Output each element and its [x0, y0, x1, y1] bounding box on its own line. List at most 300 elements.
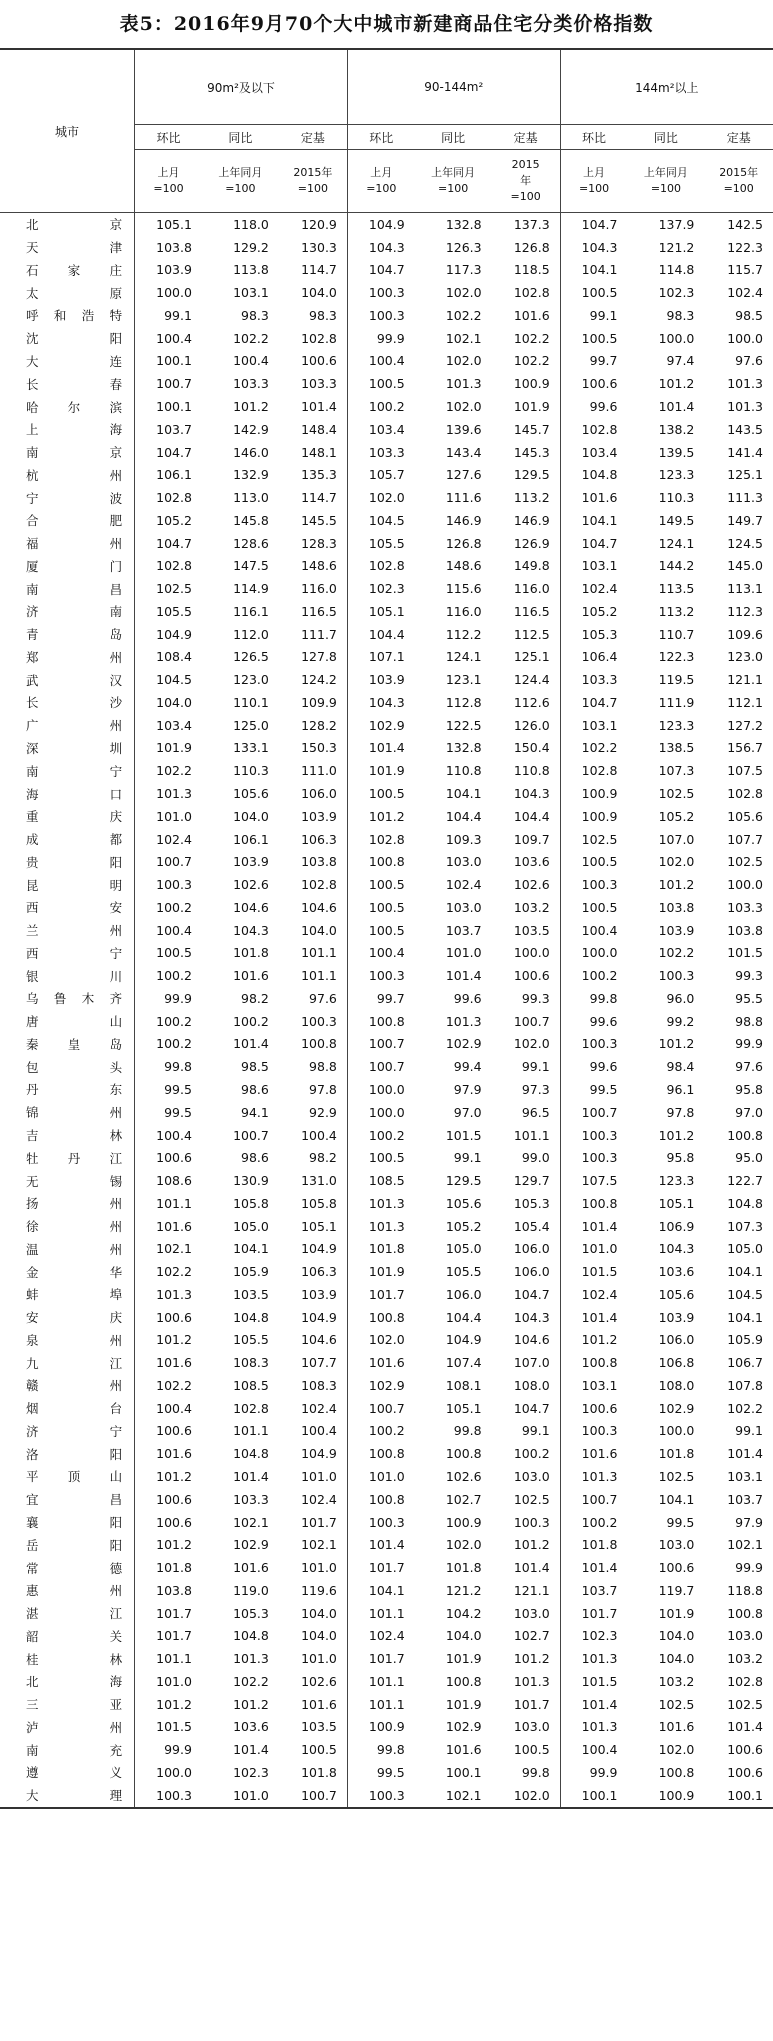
index-value: 103.9: [347, 668, 414, 691]
index-value: 100.9: [560, 782, 627, 805]
table-row: [0, 236, 773, 259]
index-value: 126.3: [445, 239, 482, 255]
index-value: 101.3: [347, 1192, 414, 1215]
city-name: 广州: [0, 714, 135, 737]
index-value: 101.8: [560, 1533, 627, 1556]
table-row: [0, 1215, 773, 1238]
index-value: 97.6: [309, 990, 337, 1006]
index-value: 106.0: [513, 1264, 550, 1280]
table-row: [0, 1442, 773, 1465]
index-value: 101.4: [560, 1556, 627, 1579]
index-value: 100.8: [658, 1764, 695, 1780]
index-value: 100.5: [347, 372, 414, 395]
index-value: 101.4: [301, 399, 337, 414]
index-value: 124.2: [301, 672, 337, 688]
index-value: 101.1: [347, 1602, 414, 1625]
index-value: 102.5: [156, 581, 192, 597]
base-header: 上年同月 =100: [415, 150, 492, 213]
index-value: 99.5: [666, 1514, 695, 1530]
city-name: 惠州: [0, 1579, 135, 1602]
index-value: 145.7: [513, 421, 550, 437]
city-name: 锦州: [0, 1101, 135, 1124]
index-value: 100.6: [156, 1309, 192, 1325]
index-value: 100.7: [560, 1101, 627, 1124]
index-value: 99.9: [735, 1036, 763, 1052]
index-value: 101.6: [347, 1351, 414, 1374]
city-name: 桂林: [0, 1647, 135, 1670]
index-value: 101.4: [233, 1036, 269, 1052]
index-value: 103.0: [445, 899, 482, 915]
index-value: 121.2: [658, 239, 695, 255]
index-value: 99.5: [347, 1761, 414, 1784]
index-value: 100.9: [445, 1514, 482, 1530]
index-value: 102.2: [445, 307, 482, 323]
index-value: 104.9: [445, 1332, 482, 1348]
index-value: 98.6: [241, 1150, 269, 1166]
index-value: 104.0: [156, 694, 192, 710]
city-name: 呼和浩特: [0, 304, 135, 327]
index-value: 113.2: [658, 603, 695, 619]
index-value: 100.5: [347, 1146, 414, 1169]
index-value: 101.3: [560, 1647, 627, 1670]
index-value: 102.0: [445, 353, 482, 369]
city-name: 厦门: [0, 554, 135, 577]
index-value: 97.8: [666, 1104, 695, 1120]
index-value: 139.6: [445, 421, 482, 437]
index-value: 148.4: [301, 421, 337, 437]
city-name: 郑州: [0, 646, 135, 669]
city-name: 包头: [0, 1055, 135, 1078]
table-row: [0, 1033, 773, 1056]
city-name: 深圳: [0, 737, 135, 760]
index-value: 118.8: [727, 1582, 763, 1598]
index-value: 142.5: [727, 216, 763, 232]
table-row: [0, 1488, 773, 1511]
index-value: 150.4: [513, 740, 550, 756]
index-value: 104.1: [233, 1241, 269, 1257]
index-value: 100.4: [560, 1738, 627, 1761]
index-value: 100.1: [156, 399, 192, 414]
index-value: 122.5: [445, 717, 482, 733]
table-row: [0, 668, 773, 691]
city-name: 遵义: [0, 1761, 135, 1784]
index-value: 99.5: [164, 1081, 192, 1097]
index-value: 106.4: [560, 646, 627, 669]
index-value: 146.9: [513, 512, 550, 528]
index-value: 100.3: [347, 1784, 414, 1808]
index-value: 104.7: [513, 1400, 550, 1416]
index-value: 103.1: [727, 1468, 763, 1484]
index-value: 115.7: [727, 262, 763, 278]
index-value: 101.0: [301, 1651, 337, 1667]
index-value: 109.6: [727, 626, 763, 642]
index-value: 104.1: [560, 259, 627, 282]
index-value: 114.8: [658, 262, 695, 278]
index-value: 102.1: [727, 1537, 763, 1553]
index-value: 101.6: [560, 486, 627, 509]
index-value: 102.1: [301, 1537, 337, 1553]
index-value: 129.7: [513, 1173, 550, 1189]
index-value: 98.5: [735, 307, 763, 323]
table-row: [0, 691, 773, 714]
index-value: 102.4: [560, 577, 627, 600]
index-value: 107.7: [301, 1355, 337, 1371]
index-value: 108.6: [156, 1173, 192, 1189]
table-row: [0, 1124, 773, 1147]
index-value: 101.7: [513, 1696, 550, 1712]
base-header: 上年同月 =100: [627, 150, 704, 213]
index-value: 101.2: [658, 877, 695, 893]
city-name: 北京: [0, 213, 135, 236]
city-name: 金华: [0, 1260, 135, 1283]
index-value: 100.6: [513, 968, 550, 984]
index-value: 105.2: [156, 512, 192, 528]
index-value: 100.9: [627, 1784, 704, 1808]
sub-header: 环比: [347, 125, 414, 150]
index-value: 103.6: [233, 1719, 269, 1735]
index-value: 126.9: [513, 535, 550, 551]
index-value: 100.4: [347, 942, 414, 965]
index-value: 104.1: [658, 1491, 695, 1507]
index-value: 103.5: [513, 922, 550, 938]
index-value: 108.5: [233, 1377, 269, 1393]
index-value: 100.5: [347, 919, 414, 942]
index-value: 100.5: [347, 873, 414, 896]
index-value: 100.2: [156, 1036, 192, 1052]
index-value: 101.3: [445, 376, 482, 392]
index-value: 100.5: [560, 896, 627, 919]
index-value: 103.9: [301, 808, 337, 824]
city-name: 大理: [0, 1784, 135, 1808]
table-row: [0, 509, 773, 532]
index-value: 107.0: [513, 1355, 550, 1371]
index-value: 103.0: [445, 854, 482, 870]
index-value: 99.8: [347, 1738, 414, 1761]
table-row: [0, 873, 773, 896]
index-value: 102.0: [492, 1784, 561, 1808]
index-value: 100.2: [156, 968, 192, 984]
index-value: 99.7: [560, 350, 627, 373]
city-name: 南昌: [0, 577, 135, 600]
index-value: 124.5: [727, 535, 763, 551]
index-value: 102.1: [415, 1784, 492, 1808]
index-value: 105.5: [233, 1332, 269, 1348]
index-value: 101.6: [156, 1446, 192, 1462]
index-value: 100.7: [156, 854, 192, 870]
index-value: 105.9: [233, 1264, 269, 1280]
index-value: 113.0: [233, 490, 269, 506]
index-value: 104.1: [727, 1309, 763, 1325]
base-header: 2015年 =100: [279, 150, 348, 213]
index-value: 109.9: [301, 694, 337, 710]
index-value: 128.2: [301, 717, 337, 733]
sub-header: 定基: [704, 125, 773, 150]
index-value: 100.6: [727, 1742, 763, 1758]
table-row: [0, 577, 773, 600]
index-value: 101.7: [156, 1628, 192, 1644]
index-value: 104.4: [347, 623, 414, 646]
index-value: 103.1: [560, 714, 627, 737]
table-row: [0, 486, 773, 509]
index-value: 99.9: [560, 1761, 627, 1784]
index-value: 148.6: [445, 558, 482, 574]
index-value: 102.3: [233, 1764, 269, 1780]
index-value: 102.2: [727, 1400, 763, 1416]
index-value: 101.2: [513, 1537, 550, 1553]
index-value: 147.5: [233, 558, 269, 574]
index-value: 99.7: [347, 987, 414, 1010]
index-value: 101.9: [513, 399, 550, 414]
index-value: 103.8: [156, 1582, 192, 1598]
index-value: 99.3: [735, 968, 763, 984]
index-value: 124.4: [513, 672, 550, 688]
index-value: 101.6: [560, 1442, 627, 1465]
index-value: 149.8: [513, 558, 550, 574]
table-row: [0, 1693, 773, 1716]
index-value: 100.3: [560, 1124, 627, 1147]
index-value: 95.5: [735, 990, 763, 1006]
table-row: [0, 1078, 773, 1101]
index-value: 105.2: [560, 600, 627, 623]
index-value: 98.8: [309, 1059, 337, 1075]
index-value: 106.0: [445, 1286, 482, 1302]
index-value: 96.5: [521, 1104, 550, 1120]
index-value: 100.4: [156, 330, 192, 346]
index-value: 97.6: [735, 1059, 763, 1075]
index-value: 99.5: [560, 1078, 627, 1101]
index-value: 102.1: [445, 330, 482, 346]
index-value: 101.4: [560, 1306, 627, 1329]
index-value: 94.1: [241, 1104, 269, 1120]
city-name: 吉林: [0, 1124, 135, 1147]
index-value: 102.2: [560, 737, 627, 760]
index-value: 102.8: [560, 759, 627, 782]
index-value: 98.5: [241, 1059, 269, 1075]
index-value: 100.0: [658, 1423, 695, 1439]
table-row: [0, 213, 773, 236]
index-value: 100.8: [560, 1351, 627, 1374]
index-value: 104.8: [727, 1195, 763, 1211]
index-value: 112.2: [445, 626, 482, 642]
city-name: 常德: [0, 1556, 135, 1579]
index-value: 105.1: [347, 600, 414, 623]
index-value: 101.4: [233, 1742, 269, 1758]
index-value: 100.3: [560, 873, 627, 896]
index-value: 100.4: [560, 919, 627, 942]
index-value: 100.0: [156, 285, 192, 301]
index-value: 105.0: [727, 1241, 763, 1257]
index-value: 102.9: [658, 1400, 695, 1416]
index-value: 132.8: [445, 216, 482, 232]
city-name: 九江: [0, 1351, 135, 1374]
index-value: 127.8: [301, 649, 337, 665]
base-header: 上月 =100: [560, 150, 627, 213]
index-value: 102.8: [727, 786, 763, 802]
index-value: 107.4: [445, 1355, 482, 1371]
table-row: [0, 1260, 773, 1283]
index-value: 101.1: [156, 1195, 192, 1211]
index-value: 105.5: [347, 532, 414, 555]
table-row: [0, 281, 773, 304]
index-value: 103.3: [301, 376, 337, 392]
index-value: 108.0: [658, 1377, 695, 1393]
index-value: 102.3: [560, 1624, 627, 1647]
index-value: 100.3: [658, 968, 695, 984]
index-value: 101.4: [658, 399, 695, 414]
index-value: 102.0: [513, 1036, 550, 1052]
index-value: 108.4: [156, 649, 192, 665]
table-row: [0, 259, 773, 282]
index-value: 102.5: [727, 854, 763, 870]
index-value: 116.0: [445, 603, 482, 619]
index-value: 128.3: [301, 535, 337, 551]
index-value: 148.1: [301, 444, 337, 460]
index-value: 112.3: [727, 603, 763, 619]
city-name: 济宁: [0, 1420, 135, 1443]
sub-header: 定基: [492, 125, 561, 150]
index-value: 99.1: [521, 1423, 550, 1439]
city-name: 扬州: [0, 1192, 135, 1215]
index-value: 102.9: [347, 714, 414, 737]
index-value: 92.9: [309, 1104, 337, 1120]
index-value: 104.8: [560, 463, 627, 486]
index-value: 112.1: [727, 694, 763, 710]
index-value: 101.4: [513, 1560, 550, 1576]
index-value: 104.7: [156, 444, 192, 460]
index-value: 100.1: [156, 353, 192, 369]
index-value: 104.1: [560, 509, 627, 532]
index-value: 105.3: [560, 623, 627, 646]
city-name: 宁波: [0, 486, 135, 509]
index-value: 100.0: [727, 877, 763, 893]
table-row: [0, 395, 773, 418]
index-value: 100.2: [513, 1446, 550, 1462]
index-value: 114.9: [233, 581, 269, 597]
index-value: 128.6: [233, 535, 269, 551]
index-value: 98.2: [241, 990, 269, 1006]
index-value: 106.7: [727, 1355, 763, 1371]
index-value: 99.1: [521, 1059, 550, 1075]
index-value: 101.7: [347, 1283, 414, 1306]
index-value: 104.0: [658, 1628, 695, 1644]
city-name: 唐山: [0, 1010, 135, 1033]
index-value: 101.4: [445, 968, 482, 984]
index-value: 149.7: [727, 512, 763, 528]
city-name: 徐州: [0, 1215, 135, 1238]
index-value: 103.4: [156, 717, 192, 733]
index-value: 104.7: [347, 259, 414, 282]
index-value: 100.5: [347, 782, 414, 805]
group-header: 90m²及以下: [135, 49, 348, 125]
table-row: [0, 1579, 773, 1602]
index-value: 100.3: [347, 304, 414, 327]
index-value: 116.5: [513, 603, 550, 619]
index-value: 112.8: [445, 694, 482, 710]
city-name: 烟台: [0, 1397, 135, 1420]
city-name: 温州: [0, 1237, 135, 1260]
index-value: 103.9: [233, 854, 269, 870]
index-value: 100.4: [156, 1400, 192, 1416]
index-value: 100.5: [301, 1742, 337, 1758]
index-value: 105.2: [658, 808, 695, 824]
index-value: 102.8: [156, 490, 192, 506]
index-value: 150.3: [301, 740, 337, 756]
city-name: 济南: [0, 600, 135, 623]
table-row: [0, 418, 773, 441]
index-value: 102.5: [727, 1696, 763, 1712]
index-value: 101.6: [233, 968, 269, 984]
index-value: 104.7: [513, 1286, 550, 1302]
index-value: 100.7: [513, 1013, 550, 1029]
index-value: 141.4: [727, 444, 763, 460]
index-value: 103.9: [156, 262, 192, 278]
city-name: 石家庄: [0, 259, 135, 282]
sub-header: 同比: [415, 125, 492, 150]
index-value: 104.6: [301, 899, 337, 915]
index-value: 100.3: [560, 1420, 627, 1443]
city-name: 西宁: [0, 942, 135, 965]
index-value: 100.8: [445, 1673, 482, 1689]
city-name: 三亚: [0, 1693, 135, 1716]
index-value: 106.8: [658, 1355, 695, 1371]
index-value: 101.0: [156, 808, 192, 824]
index-value: 103.1: [560, 554, 627, 577]
index-value: 103.4: [560, 441, 627, 464]
city-name: 宜昌: [0, 1488, 135, 1511]
index-value: 107.7: [727, 831, 763, 847]
index-value: 126.0: [513, 717, 550, 733]
index-value: 135.3: [301, 467, 337, 483]
index-value: 101.3: [347, 1215, 414, 1238]
index-value: 126.5: [233, 649, 269, 665]
index-value: 101.9: [347, 1260, 414, 1283]
sub-header: 环比: [560, 125, 627, 150]
index-value: 105.6: [445, 1195, 482, 1211]
index-value: 100.8: [347, 1488, 414, 1511]
index-value: 102.8: [301, 877, 337, 893]
index-value: 104.8: [233, 1446, 269, 1462]
index-value: 102.9: [347, 1374, 414, 1397]
city-name: 北海: [0, 1670, 135, 1693]
index-value: 101.8: [347, 1237, 414, 1260]
index-value: 101.4: [560, 1693, 627, 1716]
table-row: [0, 1192, 773, 1215]
index-value: 101.9: [445, 1696, 482, 1712]
index-value: 104.3: [560, 236, 627, 259]
index-value: 99.2: [666, 1013, 695, 1029]
index-value: 111.7: [301, 626, 337, 642]
index-value: 101.5: [560, 1670, 627, 1693]
index-value: 103.0: [513, 1719, 550, 1735]
index-value: 100.7: [347, 1397, 414, 1420]
index-value: 104.5: [727, 1286, 763, 1302]
city-name: 洛阳: [0, 1442, 135, 1465]
table-row: [0, 828, 773, 851]
index-value: 107.3: [658, 763, 695, 779]
index-value: 101.0: [560, 1237, 627, 1260]
index-value: 100.0: [560, 942, 627, 965]
index-value: 102.9: [445, 1036, 482, 1052]
index-value: 119.5: [658, 672, 695, 688]
index-value: 100.8: [727, 1605, 763, 1621]
index-value: 108.1: [445, 1377, 482, 1393]
index-value: 95.8: [735, 1081, 763, 1097]
index-value: 103.0: [513, 1605, 550, 1621]
index-value: 103.2: [658, 1673, 695, 1689]
index-value: 102.5: [658, 1468, 695, 1484]
price-index-table: [0, 48, 773, 1809]
index-value: 99.8: [521, 1764, 550, 1780]
